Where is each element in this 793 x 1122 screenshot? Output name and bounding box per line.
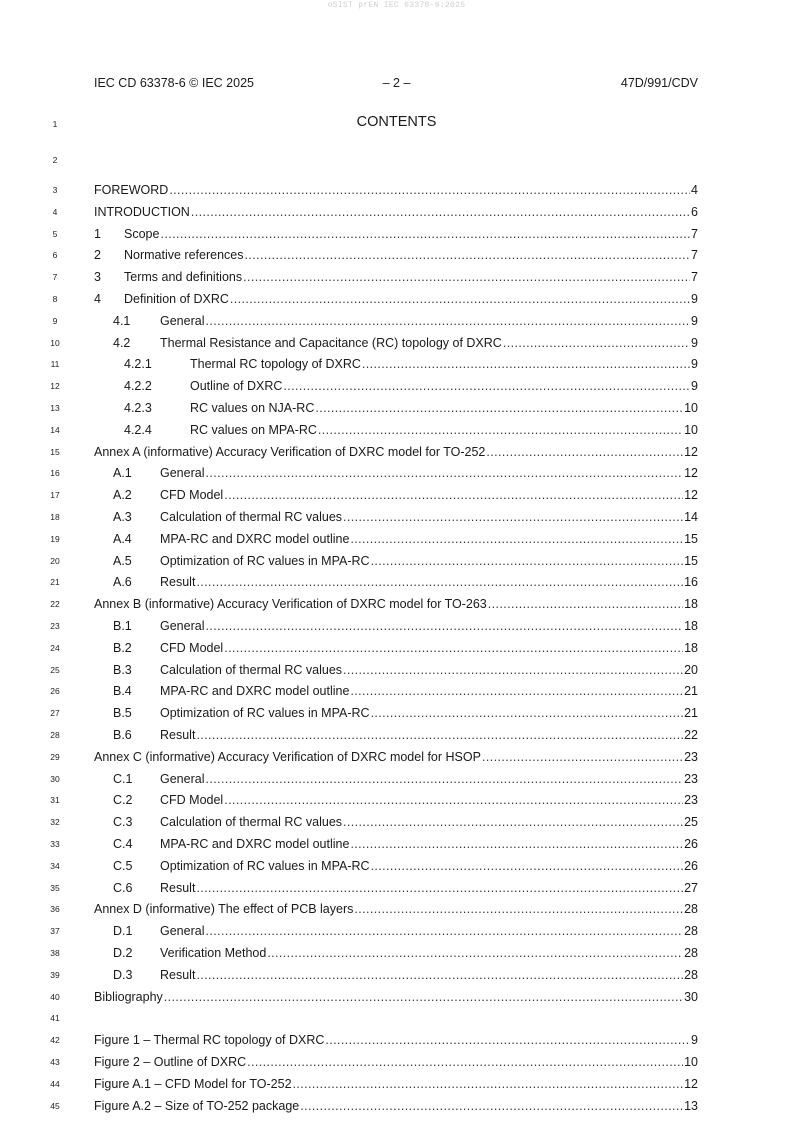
toc-leader-dots xyxy=(371,705,684,721)
toc-entry-title: CFD Model xyxy=(160,488,224,503)
toc-page-number: 9 xyxy=(691,379,698,394)
line-number: 20 xyxy=(50,555,60,566)
toc-entry-title: Bibliography xyxy=(94,989,163,1004)
toc-leader-dots xyxy=(196,727,683,743)
toc-entry[interactable] xyxy=(113,683,698,699)
toc-leader-dots xyxy=(230,291,690,307)
toc-entry[interactable] xyxy=(94,444,698,460)
toc-entry-title: Calculation of thermal RC values xyxy=(160,510,343,524)
toc-leader-dots xyxy=(371,553,684,569)
toc-page-number: 28 xyxy=(684,967,698,982)
toc-entry-number: C.2 xyxy=(113,793,133,808)
toc-entry-number: B.5 xyxy=(113,706,132,721)
toc-leader-dots xyxy=(503,335,690,351)
toc-entry[interactable] xyxy=(94,989,698,1005)
toc-entry[interactable] xyxy=(113,836,698,852)
line-number: 34 xyxy=(50,860,60,871)
toc-page-number: 23 xyxy=(684,793,698,808)
toc-entry-title: Outline of DXRC xyxy=(190,379,283,394)
toc-leader-dots xyxy=(205,618,683,634)
toc-leader-dots xyxy=(205,923,683,939)
toc-entry[interactable] xyxy=(94,226,698,242)
toc-leader-dots xyxy=(160,226,690,242)
toc-leader-dots xyxy=(350,531,683,547)
toc-entry-number: A.6 xyxy=(113,575,132,590)
toc-entry[interactable] xyxy=(94,596,698,612)
toc-entry[interactable] xyxy=(113,705,698,721)
toc-entry-title: Annex D (informative) The effect of PCB layers xyxy=(94,902,354,917)
toc-entry-number: A.4 xyxy=(113,531,132,546)
line-number: 6 xyxy=(52,250,58,261)
toc-entry-title: Calculation of thermal RC values xyxy=(160,815,343,830)
toc-leader-dots xyxy=(205,465,683,481)
toc-entry[interactable] xyxy=(113,465,698,481)
toc-leader-dots xyxy=(245,247,691,263)
line-number: 23 xyxy=(50,621,60,631)
toc-entry[interactable] xyxy=(113,858,698,874)
line-number: 17 xyxy=(50,490,60,501)
toc-entry-title: Optimization of RC values in MPA-RC xyxy=(160,706,370,721)
toc-leader-dots xyxy=(267,945,683,961)
toc-leader-dots xyxy=(325,1032,690,1048)
toc-entry-title: Figure 1 – Thermal RC topology of DXRC xyxy=(94,1033,325,1048)
toc-entry[interactable] xyxy=(113,618,698,634)
toc-page-number: 18 xyxy=(684,597,698,612)
toc-entry[interactable] xyxy=(113,880,698,896)
line-number: 5 xyxy=(52,228,58,239)
toc-entry-number: A.1 xyxy=(113,466,132,481)
toc-entry-number: D.1 xyxy=(113,924,133,939)
toc-entry[interactable] xyxy=(94,247,698,263)
toc-entry-title: Calculation of thermal RC values xyxy=(160,662,343,677)
toc-entry-number: 2 xyxy=(94,248,101,263)
toc-page-number: 7 xyxy=(691,226,698,241)
toc-leader-dots xyxy=(362,356,690,372)
toc-page-number: 15 xyxy=(684,531,698,546)
toc-page-number: 9 xyxy=(691,335,698,350)
toc-leader-dots xyxy=(224,487,683,503)
toc-entry[interactable] xyxy=(113,792,698,808)
toc-entry-title: Figure A.2 – Size of TO-252 package xyxy=(94,1098,300,1113)
toc-page-number: 28 xyxy=(684,924,698,939)
toc-entry-title: MPA-RC and DXRC model outline xyxy=(160,531,350,546)
toc-page-number: 18 xyxy=(684,640,698,655)
toc-entry[interactable] xyxy=(113,313,698,329)
page-title: CONTENTS xyxy=(356,114,437,130)
toc-leader-dots xyxy=(169,182,690,198)
toc-leader-dots xyxy=(293,1076,684,1092)
header-page-number: – 2 – xyxy=(382,76,411,90)
line-number: 38 xyxy=(50,948,60,958)
toc-entry-title: Optimization of RC values in MPA-RC xyxy=(160,858,370,873)
line-number: 35 xyxy=(50,882,60,893)
toc-entry-title: RC values on NJA-RC xyxy=(190,401,315,415)
toc-entry-title: Terms and definitions xyxy=(124,270,243,285)
toc-page-number: 9 xyxy=(691,357,698,372)
toc-leader-dots xyxy=(350,683,683,699)
toc-entry-title: Thermal RC topology of DXRC xyxy=(190,357,361,372)
toc-entry-number: 1 xyxy=(94,226,101,241)
line-number: 29 xyxy=(50,751,60,762)
toc-leader-dots xyxy=(224,792,683,808)
line-number: 21 xyxy=(50,577,60,588)
toc-entry-number: 4 xyxy=(94,292,101,306)
toc-page-number: 30 xyxy=(684,989,698,1004)
toc-entry-number: B.3 xyxy=(113,662,132,677)
toc-entry-number: C.1 xyxy=(113,771,133,786)
toc-page-number: 26 xyxy=(684,837,698,851)
toc-entry-title: Definition of DXRC xyxy=(124,292,229,306)
toc-leader-dots xyxy=(205,771,683,787)
toc-entry-number: C.6 xyxy=(113,880,133,895)
toc-entry-number: C.3 xyxy=(113,815,133,830)
line-number: 41 xyxy=(50,1013,60,1024)
toc-leader-dots xyxy=(300,1098,683,1114)
toc-page-number: 6 xyxy=(691,204,698,219)
line-number: 3 xyxy=(52,185,58,195)
line-number: 26 xyxy=(50,686,60,697)
toc-entry[interactable] xyxy=(113,967,698,983)
toc-entry-title: Result xyxy=(160,967,196,982)
toc-page-number: 14 xyxy=(684,510,698,524)
toc-entry-number: B.6 xyxy=(113,728,132,742)
toc-page-number: 12 xyxy=(684,466,698,481)
toc-entry-number: C.5 xyxy=(113,858,133,873)
toc-entry[interactable] xyxy=(113,662,698,678)
toc-page-number: 9 xyxy=(691,292,698,306)
toc-leader-dots xyxy=(243,269,690,285)
toc-leader-dots xyxy=(205,313,690,329)
toc-page-number: 28 xyxy=(684,946,698,960)
toc-entry-number: B.4 xyxy=(113,684,132,699)
toc-entry-title: MPA-RC and DXRC model outline xyxy=(160,837,350,851)
toc-entry-number: A.3 xyxy=(113,510,132,524)
toc-entry-number: 4.2.2 xyxy=(124,379,152,394)
line-number: 40 xyxy=(50,991,60,1002)
toc-page-number: 18 xyxy=(684,619,698,633)
toc-leader-dots xyxy=(247,1054,683,1070)
line-number: 30 xyxy=(50,773,60,784)
toc-entry-title: Result xyxy=(160,880,196,895)
toc-entry-title: Normative references xyxy=(124,248,244,263)
toc-entry[interactable] xyxy=(113,771,698,787)
line-number: 43 xyxy=(50,1057,60,1067)
toc-leader-dots xyxy=(343,814,683,830)
toc-leader-dots xyxy=(318,422,683,438)
toc-entry[interactable] xyxy=(94,269,698,285)
toc-entry-title: Result xyxy=(160,728,196,742)
toc-page-number: 12 xyxy=(684,488,698,503)
line-number: 11 xyxy=(50,359,60,370)
line-number: 14 xyxy=(50,424,60,435)
toc-page-number: 9 xyxy=(691,1033,698,1048)
header-document-id: IEC CD 63378-6 © IEC 2025 xyxy=(94,76,254,90)
toc-entry-title: Optimization of RC values in MPA-RC xyxy=(160,553,370,568)
toc-entry[interactable] xyxy=(113,553,698,569)
toc-page-number: 7 xyxy=(691,270,698,285)
toc-leader-dots xyxy=(343,662,683,678)
line-number: 45 xyxy=(50,1100,60,1111)
toc-entry[interactable] xyxy=(113,509,698,525)
watermark: oSIST prEN IEC 63378-6:2025 xyxy=(327,1,466,10)
line-number: 2 xyxy=(52,155,58,165)
toc-entry-title: CFD Model xyxy=(160,793,224,808)
toc-entry-title: MPA-RC and DXRC model outline xyxy=(160,684,350,699)
toc-entry[interactable] xyxy=(94,1076,698,1092)
toc-entry[interactable] xyxy=(113,531,698,547)
line-number: 39 xyxy=(50,969,60,980)
toc-leader-dots xyxy=(350,836,683,852)
toc-entry-title: Verification Method xyxy=(160,946,267,960)
toc-entry-title: Figure 2 – Outline of DXRC xyxy=(94,1055,247,1069)
toc-entry[interactable] xyxy=(94,1098,698,1114)
toc-page-number: 13 xyxy=(684,1098,698,1113)
line-number: 15 xyxy=(50,446,60,457)
toc-page-number: 27 xyxy=(684,880,698,895)
line-number: 44 xyxy=(50,1078,60,1089)
toc-entry[interactable] xyxy=(94,1054,698,1070)
toc-leader-dots xyxy=(191,204,690,220)
toc-page-number: 4 xyxy=(691,183,698,197)
toc-leader-dots xyxy=(224,640,683,656)
line-number: 27 xyxy=(50,708,60,719)
line-number: 10 xyxy=(50,337,60,348)
toc-leader-dots xyxy=(164,989,683,1005)
toc-entry-title: Result xyxy=(160,575,196,590)
toc-page-number: 10 xyxy=(684,1055,698,1069)
toc-leader-dots xyxy=(371,858,684,874)
line-number: 42 xyxy=(50,1035,60,1046)
toc-page-number: 28 xyxy=(684,902,698,917)
line-number: 18 xyxy=(50,512,60,522)
toc-entry-number: A.2 xyxy=(113,488,132,503)
toc-leader-dots xyxy=(482,749,683,765)
line-number: 13 xyxy=(50,403,60,413)
toc-leader-dots xyxy=(488,596,683,612)
toc-entry-number: B.1 xyxy=(113,619,132,633)
line-number: 25 xyxy=(50,664,60,675)
toc-entry-title: General xyxy=(160,924,205,939)
line-number: 7 xyxy=(52,272,58,283)
toc-entry[interactable] xyxy=(124,400,698,416)
toc-entry-title: General xyxy=(160,466,205,481)
toc-entry[interactable] xyxy=(94,901,698,917)
toc-entry[interactable] xyxy=(113,814,698,830)
line-number: 32 xyxy=(50,817,60,828)
toc-leader-dots xyxy=(196,880,683,896)
line-number: 28 xyxy=(50,730,60,740)
toc-page-number: 12 xyxy=(684,444,698,459)
toc-entry-number: C.4 xyxy=(113,837,133,851)
line-number: 9 xyxy=(52,315,58,326)
toc-page-number: 23 xyxy=(684,771,698,786)
toc-page-number: 15 xyxy=(684,553,698,568)
line-number: 24 xyxy=(50,642,60,653)
toc-entry[interactable] xyxy=(94,749,698,765)
toc-entry-title: INTRODUCTION xyxy=(94,204,190,219)
toc-leader-dots xyxy=(315,400,683,416)
toc-entry[interactable] xyxy=(113,335,698,351)
toc-page-number: 7 xyxy=(691,248,698,263)
toc-entry[interactable] xyxy=(94,1032,698,1048)
toc-leader-dots xyxy=(354,901,683,917)
line-number: 16 xyxy=(50,468,60,479)
toc-entry[interactable] xyxy=(94,204,698,220)
toc-entry-title: Annex B (informative) Accuracy Verification of DXRC model for TO-263 xyxy=(94,597,487,612)
toc-leader-dots xyxy=(283,378,690,394)
toc-page-number: 16 xyxy=(684,575,698,590)
toc-entry-number: 4.2 xyxy=(113,335,131,350)
toc-entry[interactable] xyxy=(113,727,698,743)
toc-entry-number: 4.1 xyxy=(113,313,131,328)
toc-entry-title: RC values on MPA-RC xyxy=(190,422,317,437)
toc-leader-dots xyxy=(343,509,683,525)
toc-entry-number: B.2 xyxy=(113,640,132,655)
toc-leader-dots xyxy=(196,967,683,983)
toc-entry-title: General xyxy=(160,313,205,328)
toc-entry-number: 4.2.4 xyxy=(124,422,152,437)
toc-entry-number: D.2 xyxy=(113,946,133,960)
toc-page-number: 22 xyxy=(684,728,698,742)
toc-entry-number: A.5 xyxy=(113,553,132,568)
toc-page-number: 10 xyxy=(684,401,698,415)
toc-entry-title: Annex C (informative) Accuracy Verification of DXRC model for HSOP xyxy=(94,749,481,764)
line-number: 1 xyxy=(52,119,58,129)
line-number: 22 xyxy=(50,599,60,610)
toc-entry-title: Figure A.1 – CFD Model for TO-252 xyxy=(94,1076,292,1091)
toc-entry-title: Annex A (informative) Accuracy Verification of DXRC model for TO-252 xyxy=(94,444,486,459)
line-number: 37 xyxy=(50,926,60,937)
toc-entry-title: CFD Model xyxy=(160,640,224,655)
toc-page-number: 12 xyxy=(684,1076,698,1091)
toc-page-number: 10 xyxy=(684,422,698,437)
toc-page-number: 9 xyxy=(691,313,698,328)
toc-entry[interactable] xyxy=(113,574,698,590)
toc-page-number: 20 xyxy=(684,662,698,677)
line-number: 4 xyxy=(52,206,58,217)
toc-entry-title: Thermal Resistance and Capacitance (RC) topology of DXRC xyxy=(160,335,502,350)
toc-leader-dots xyxy=(196,574,683,590)
line-number: 8 xyxy=(52,294,58,304)
toc-page-number: 25 xyxy=(684,815,698,830)
line-number: 19 xyxy=(50,533,60,544)
line-number: 12 xyxy=(50,381,60,392)
toc-entry-title: General xyxy=(160,771,205,786)
toc-entry-number: 4.2.1 xyxy=(124,357,152,372)
toc-entry-number: 4.2.3 xyxy=(124,401,152,415)
toc-leader-dots xyxy=(486,444,683,460)
toc-entry[interactable] xyxy=(124,378,698,394)
header-reference: 47D/991/CDV xyxy=(620,76,698,90)
toc-entry-number: D.3 xyxy=(113,967,133,982)
toc-entry[interactable] xyxy=(94,182,698,198)
line-number: 33 xyxy=(50,839,60,849)
toc-page-number: 23 xyxy=(684,749,698,764)
toc-entry-title: FOREWORD xyxy=(94,183,169,197)
line-number: 36 xyxy=(50,904,60,915)
toc-entry-title: General xyxy=(160,619,205,633)
toc-entry[interactable] xyxy=(113,923,698,939)
toc-entry[interactable] xyxy=(113,487,698,503)
toc-entry-title: Scope xyxy=(124,226,160,241)
toc-entry[interactable] xyxy=(113,640,698,656)
toc-entry[interactable] xyxy=(113,945,698,961)
toc-entry-number: 3 xyxy=(94,270,101,285)
toc-page-number: 21 xyxy=(684,706,698,721)
toc-page-number: 26 xyxy=(684,858,698,873)
toc-entry[interactable] xyxy=(124,356,698,372)
toc-entry[interactable] xyxy=(124,422,698,438)
toc-entry[interactable] xyxy=(94,291,698,307)
toc-page-number: 21 xyxy=(684,684,698,699)
line-number: 31 xyxy=(50,795,60,806)
